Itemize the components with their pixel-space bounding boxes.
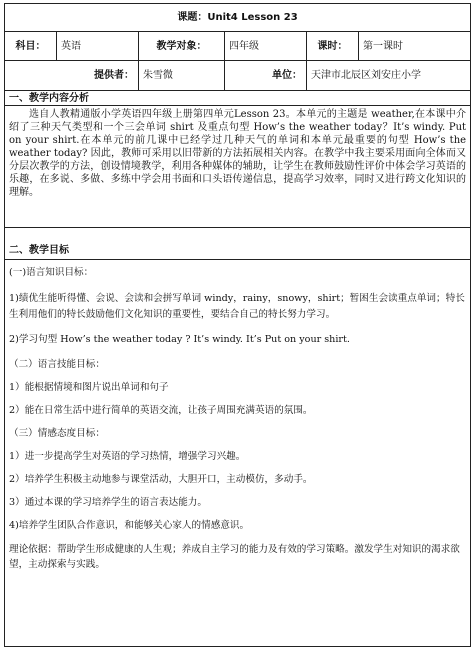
provider-row bbox=[5, 61, 471, 91]
section1-title: 一、教学内容分析 bbox=[5, 91, 471, 106]
section2-body-row bbox=[5, 260, 471, 647]
subject-value: 英语 bbox=[57, 32, 139, 61]
period-label: 课时： bbox=[307, 32, 359, 61]
goal-line: （三）情感态度目标： bbox=[9, 428, 105, 439]
goal-line: (一)语言知识目标： bbox=[9, 267, 94, 278]
target-label: 教学对象： bbox=[139, 32, 225, 61]
provider-label: 提供者： bbox=[5, 61, 139, 91]
section1-body: 选自人教精通版小学英语四年级上册第四单元Lesson 23。本单元的主题是 weather,在本课中介绍了三种天气类型和一个三会单词 shirt 及重点句型 How’s the weather today？It’s windy. Put on your shirt.在本单元的前几课中已经学过几种天气的单词和本单元最重要的句型 How’s the weather today? 因此，教师可采用以旧带新的方法拓展相关内容。在教学中我主要采用面向全体而又分层次教学的方法，创设情境教学，利用各种媒体的辅助，让学生在教师鼓励性评价中体会学习英语的乐趣，在多说、多做、多练中学会用书面和口头语传递信息，提高学习效率，同时又进行跨文化知识的理解。 bbox=[5, 106, 471, 228]
target-value: 四年级 bbox=[225, 32, 307, 61]
goal-line: 2）能在日常生活中进行简单的英语交流，让孩子周围充满英语的氛围。 bbox=[9, 405, 313, 416]
unit-value: 天津市北辰区刘安庄小学 bbox=[307, 61, 471, 91]
topic-value: Unit4 Lesson 23 bbox=[207, 12, 298, 23]
topic-cell: 课题：Unit4 Lesson 23 bbox=[5, 4, 471, 32]
section2-title-row bbox=[5, 228, 471, 260]
section1-body-row bbox=[5, 106, 471, 228]
goal-line: 1）进一步提高学生对英语的学习热情，增强学习兴趣。 bbox=[9, 451, 246, 462]
goal-line: 2)学习句型 How’s the weather today ? It’s windy. It’s Put on your shirt. bbox=[9, 334, 350, 345]
topic-label: 课题 bbox=[177, 12, 198, 23]
provider-value: 朱雪微 bbox=[139, 61, 225, 91]
section2-title: 二、教学目标 bbox=[5, 228, 471, 260]
goal-line: 3）通过本课的学习培养学生的语言表达能力。 bbox=[9, 497, 207, 508]
subject-label: 科目： bbox=[5, 32, 57, 61]
goal-line: 1)绩优生能听得懂、会说、会读和会拼写单词 windy，rainy，snowy，shirt；暂困生会读重点单词；特长生利用他们的特长鼓励他们文化知识的重要性，要结合自己的特长努力学习。 bbox=[9, 293, 465, 320]
goal-line: （二）语言技能目标： bbox=[9, 359, 105, 370]
period-value: 第一课时 bbox=[359, 32, 471, 61]
lesson-plan-table bbox=[4, 3, 471, 647]
goal-line: 4)培养学生团队合作意识，和能够关心家人的情感意识。 bbox=[9, 520, 250, 531]
goal-line: 2）培养学生积极主动地参与课堂活动，大胆开口，主动模仿，多动手。 bbox=[9, 474, 313, 485]
unit-label: 单位： bbox=[225, 61, 307, 91]
subject-row bbox=[5, 32, 471, 61]
topic-row bbox=[5, 4, 471, 32]
section2-body bbox=[5, 260, 471, 647]
section1-title-row bbox=[5, 91, 471, 106]
goal-line: 理论依据：帮助学生形成健康的人生观；养成自主学习的能力及有效的学习策略。激发学生对知识的渴求欲望，主动探索与实践。 bbox=[9, 544, 460, 570]
goal-line: 1）能根据情境和图片说出单词和句子 bbox=[9, 382, 169, 393]
